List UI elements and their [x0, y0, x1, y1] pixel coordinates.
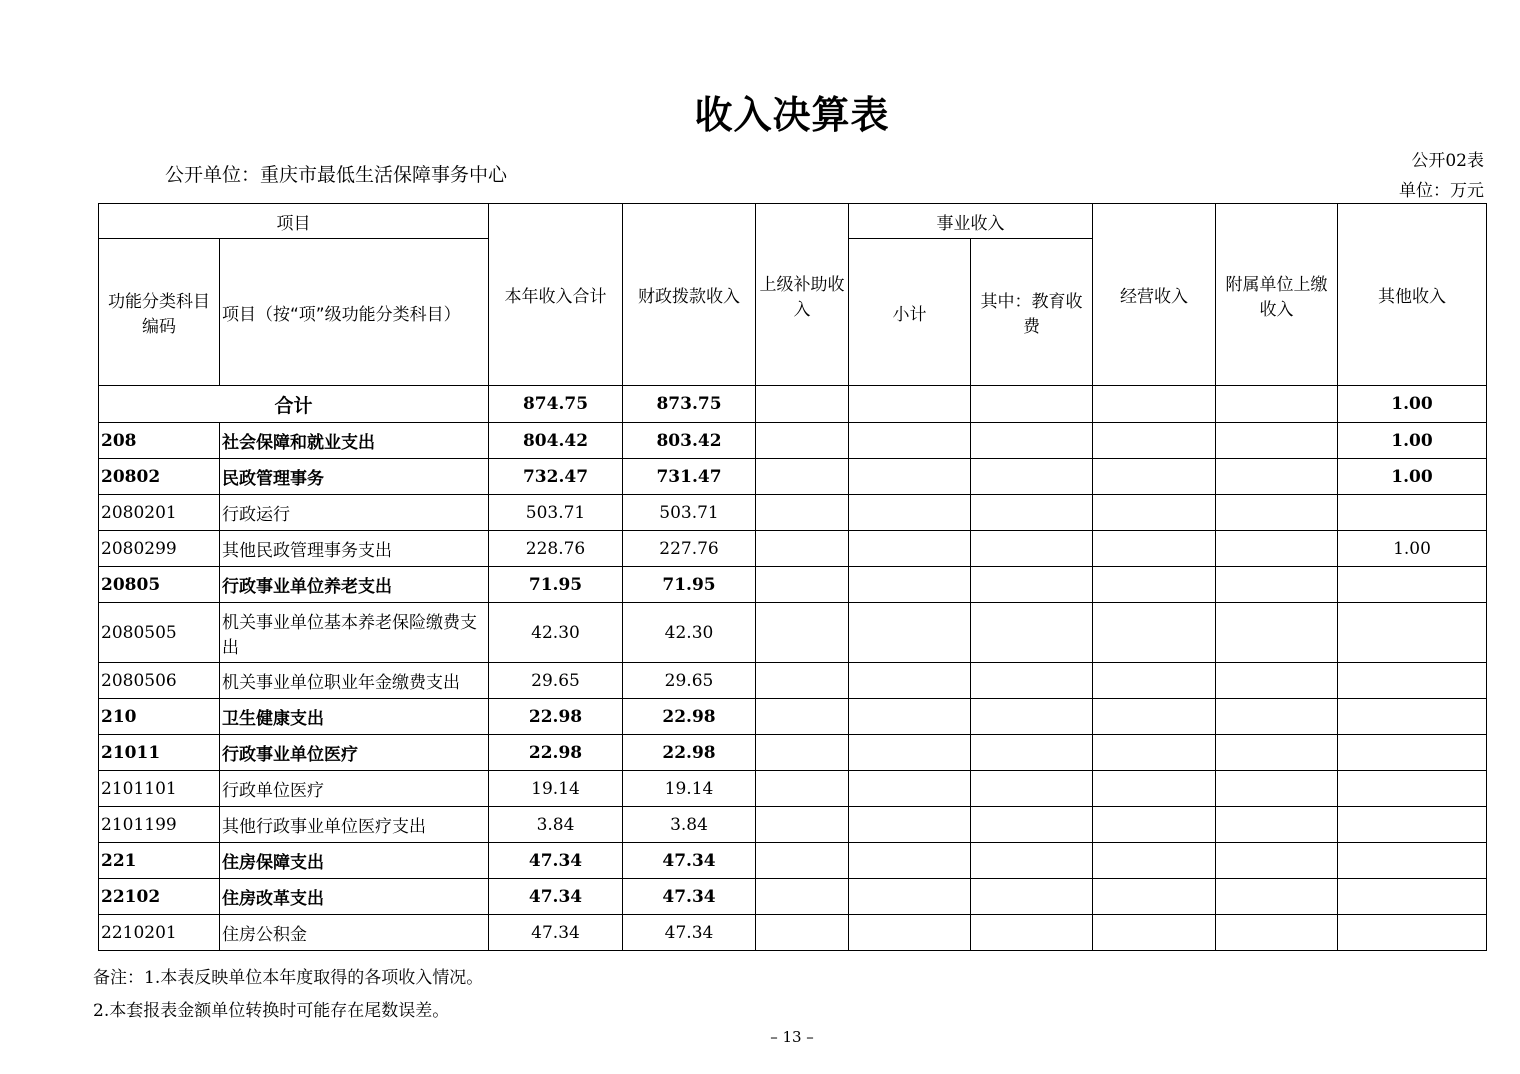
header-total: 本年收入合计 — [489, 204, 623, 386]
table-row — [99, 843, 1487, 879]
table-row — [99, 531, 1487, 567]
row-other — [1338, 603, 1487, 663]
table-row — [99, 567, 1487, 603]
table-row — [99, 879, 1487, 915]
header-code: 功能分类科目编码 — [99, 239, 220, 386]
row-code: 2210201 — [99, 915, 220, 951]
table-row — [99, 915, 1487, 951]
row-name: 行政单位医疗 — [220, 771, 489, 807]
row-other: 1.00 — [1338, 423, 1487, 459]
row-name: 其他民政管理事务支出 — [220, 531, 489, 567]
empty-cell — [756, 495, 849, 531]
empty-cell — [1093, 843, 1216, 879]
empty-cell — [1216, 567, 1338, 603]
row-other — [1338, 915, 1487, 951]
row-name: 机关事业单位职业年金缴费支出 — [220, 663, 489, 699]
row-fiscal: 22.98 — [623, 699, 756, 735]
empty-cell — [849, 807, 971, 843]
total-label: 合计 — [99, 386, 489, 423]
empty-cell — [971, 531, 1093, 567]
page-number: – 13 – — [770, 1028, 814, 1046]
row-fiscal: 227.76 — [623, 531, 756, 567]
row-total: 47.34 — [489, 915, 623, 951]
empty-cell — [1216, 843, 1338, 879]
row-code: 22102 — [99, 879, 220, 915]
note-line: 备注：1.本表反映单位本年度取得的各项收入情况。 — [93, 968, 484, 988]
empty-cell — [1093, 807, 1216, 843]
empty-cell — [849, 735, 971, 771]
row-fiscal: 42.30 — [623, 603, 756, 663]
row-name: 行政运行 — [220, 495, 489, 531]
row-fiscal: 803.42 — [623, 423, 756, 459]
empty-cell — [849, 459, 971, 495]
empty-cell — [849, 663, 971, 699]
table-meta — [1399, 146, 1484, 206]
empty-cell — [1093, 567, 1216, 603]
empty-cell — [1093, 879, 1216, 915]
header-operating: 经营收入 — [1093, 204, 1216, 386]
empty-cell — [849, 915, 971, 951]
row-fiscal: 503.71 — [623, 495, 756, 531]
empty-cell — [1093, 771, 1216, 807]
row-code: 2101199 — [99, 807, 220, 843]
row-total: 732.47 — [489, 459, 623, 495]
row-name: 卫生健康支出 — [220, 699, 489, 735]
row-total: 42.30 — [489, 603, 623, 663]
empty-cell — [1216, 423, 1338, 459]
empty-cell — [1216, 879, 1338, 915]
row-total: 47.34 — [489, 843, 623, 879]
row-fiscal: 47.34 — [623, 879, 756, 915]
table-row — [99, 495, 1487, 531]
header-item-group: 项目 — [99, 204, 489, 239]
row-fiscal: 47.34 — [623, 915, 756, 951]
row-other — [1338, 495, 1487, 531]
table-code: 公开02表 — [1411, 151, 1484, 171]
empty-cell — [971, 699, 1093, 735]
empty-cell — [756, 663, 849, 699]
row-total: 22.98 — [489, 699, 623, 735]
row-fiscal: 19.14 — [623, 771, 756, 807]
empty-cell — [849, 423, 971, 459]
empty-cell — [971, 459, 1093, 495]
empty-cell — [1093, 423, 1216, 459]
empty-cell — [849, 603, 971, 663]
empty-cell — [1216, 459, 1338, 495]
empty-cell — [756, 423, 849, 459]
row-total: 228.76 — [489, 531, 623, 567]
empty-cell — [971, 771, 1093, 807]
empty-cell — [971, 879, 1093, 915]
empty-cell — [756, 771, 849, 807]
row-other — [1338, 699, 1487, 735]
empty-cell — [849, 843, 971, 879]
row-name: 住房改革支出 — [220, 879, 489, 915]
empty-cell — [1093, 386, 1216, 423]
empty-cell — [849, 879, 971, 915]
empty-cell — [849, 699, 971, 735]
empty-cell — [1216, 915, 1338, 951]
empty-cell — [971, 843, 1093, 879]
row-name: 住房公积金 — [220, 915, 489, 951]
row-fiscal: 3.84 — [623, 807, 756, 843]
row-total: 29.65 — [489, 663, 623, 699]
empty-cell — [756, 915, 849, 951]
table-row — [99, 423, 1487, 459]
row-code: 20802 — [99, 459, 220, 495]
row-fiscal: 731.47 — [623, 459, 756, 495]
total-income: 874.75 — [489, 386, 623, 423]
header-row-1 — [99, 204, 1487, 239]
header-other: 其他收入 — [1338, 204, 1487, 386]
row-total: 503.71 — [489, 495, 623, 531]
empty-cell — [756, 735, 849, 771]
empty-cell — [849, 386, 971, 423]
row-code: 2080505 — [99, 603, 220, 663]
header-business-group: 事业收入 — [849, 204, 1093, 239]
income-table — [98, 203, 1487, 951]
row-total: 71.95 — [489, 567, 623, 603]
table-row — [99, 459, 1487, 495]
table-row — [99, 699, 1487, 735]
empty-cell — [1216, 531, 1338, 567]
empty-cell — [971, 495, 1093, 531]
empty-cell — [756, 531, 849, 567]
row-name: 其他行政事业单位医疗支出 — [220, 807, 489, 843]
empty-cell — [1216, 603, 1338, 663]
total-other: 1.00 — [1338, 386, 1487, 423]
table-row — [99, 735, 1487, 771]
row-name: 民政管理事务 — [220, 459, 489, 495]
header-name: 项目（按“项”级功能分类科目） — [220, 239, 489, 386]
row-total: 804.42 — [489, 423, 623, 459]
reporting-unit: 公开单位：重庆市最低生活保障事务中心 — [165, 164, 508, 186]
row-code: 210 — [99, 699, 220, 735]
empty-cell — [1093, 699, 1216, 735]
empty-cell — [849, 531, 971, 567]
row-other — [1338, 567, 1487, 603]
row-name: 行政事业单位养老支出 — [220, 567, 489, 603]
header-subtotal: 小计 — [849, 239, 971, 386]
total-fiscal: 873.75 — [623, 386, 756, 423]
row-fiscal: 47.34 — [623, 843, 756, 879]
row-code: 20805 — [99, 567, 220, 603]
row-name: 住房保障支出 — [220, 843, 489, 879]
empty-cell — [756, 386, 849, 423]
row-name: 社会保障和就业支出 — [220, 423, 489, 459]
empty-cell — [1093, 735, 1216, 771]
empty-cell — [756, 603, 849, 663]
empty-cell — [756, 567, 849, 603]
empty-cell — [971, 386, 1093, 423]
row-name: 行政事业单位医疗 — [220, 735, 489, 771]
row-fiscal: 29.65 — [623, 663, 756, 699]
row-name: 机关事业单位基本养老保险缴费支出 — [220, 603, 489, 663]
row-other: 1.00 — [1338, 531, 1487, 567]
table-row — [99, 771, 1487, 807]
empty-cell — [1216, 495, 1338, 531]
empty-cell — [756, 699, 849, 735]
empty-cell — [971, 807, 1093, 843]
row-code: 2080299 — [99, 531, 220, 567]
page-title: 收入决算表 — [694, 93, 890, 137]
empty-cell — [971, 603, 1093, 663]
header-superior: 上级补助收入 — [756, 204, 849, 386]
empty-cell — [1216, 771, 1338, 807]
table-row — [99, 603, 1487, 663]
row-other — [1338, 879, 1487, 915]
header-fiscal: 财政拨款收入 — [623, 204, 756, 386]
empty-cell — [1216, 386, 1338, 423]
row-fiscal: 71.95 — [623, 567, 756, 603]
currency-unit: 单位：万元 — [1399, 181, 1484, 201]
table-row — [99, 807, 1487, 843]
row-code: 2101101 — [99, 771, 220, 807]
empty-cell — [849, 771, 971, 807]
row-other — [1338, 771, 1487, 807]
empty-cell — [1093, 663, 1216, 699]
note-line: 2.本套报表金额单位转换时可能存在尾数误差。 — [93, 1001, 450, 1021]
row-other: 1.00 — [1338, 459, 1487, 495]
empty-cell — [1216, 699, 1338, 735]
row-total: 3.84 — [489, 807, 623, 843]
row-total: 47.34 — [489, 879, 623, 915]
row-other — [1338, 735, 1487, 771]
empty-cell — [1216, 663, 1338, 699]
empty-cell — [1093, 495, 1216, 531]
row-code: 21011 — [99, 735, 220, 771]
empty-cell — [971, 423, 1093, 459]
row-fiscal: 22.98 — [623, 735, 756, 771]
header-education: 其中：教育收费 — [971, 239, 1093, 386]
row-other — [1338, 843, 1487, 879]
empty-cell — [971, 663, 1093, 699]
empty-cell — [756, 807, 849, 843]
empty-cell — [971, 735, 1093, 771]
row-code: 221 — [99, 843, 220, 879]
empty-cell — [1093, 603, 1216, 663]
empty-cell — [756, 459, 849, 495]
empty-cell — [849, 495, 971, 531]
row-code: 208 — [99, 423, 220, 459]
table-row — [99, 663, 1487, 699]
empty-cell — [971, 915, 1093, 951]
empty-cell — [1216, 807, 1338, 843]
row-other — [1338, 663, 1487, 699]
notes — [93, 962, 483, 1028]
row-total: 22.98 — [489, 735, 623, 771]
total-row — [99, 386, 1487, 423]
row-total: 19.14 — [489, 771, 623, 807]
row-other — [1338, 807, 1487, 843]
empty-cell — [756, 843, 849, 879]
empty-cell — [849, 567, 971, 603]
empty-cell — [971, 567, 1093, 603]
empty-cell — [1093, 915, 1216, 951]
empty-cell — [1093, 459, 1216, 495]
empty-cell — [1093, 531, 1216, 567]
header-subsidiary: 附属单位上缴收入 — [1216, 204, 1338, 386]
row-code: 2080506 — [99, 663, 220, 699]
row-code: 2080201 — [99, 495, 220, 531]
empty-cell — [756, 879, 849, 915]
empty-cell — [1216, 735, 1338, 771]
